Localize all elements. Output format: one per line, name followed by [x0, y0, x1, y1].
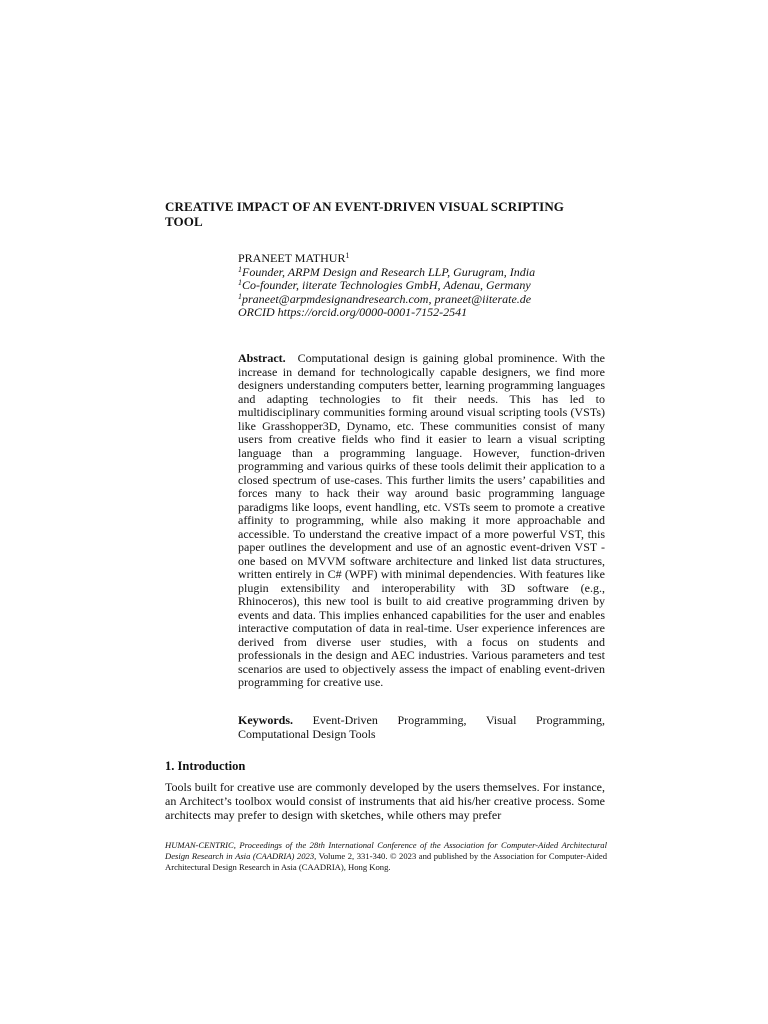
footer-publisher: , Volume 2, 331-340. © 2023 and published by the Association for Computer-Aided Architectural Design Research in Asia (CAADRIA), Hong Kong. [165, 851, 607, 872]
author-name-line [238, 252, 618, 266]
affiliation-2-text: Co-founder, iiterate Technologies GmbH, Adenau, Germany [242, 278, 531, 292]
keywords-text: Event-Driven Programming, Visual Programming, Computational Design Tools [238, 713, 605, 741]
author-block [238, 252, 618, 320]
abstract-label: Abstract. [238, 351, 286, 365]
keywords [238, 714, 605, 741]
abstract-text: Computational design is gaining global prominence. With the increase in demand for technologically capable designers, we find more designers understanding computers better, learning programming languages and adapting technologies to fit their needs. This has led to multidisciplinary communities forming around visual scripting tools (VSTs) like Grasshopper3D, Dynamo, etc. These communities consist of many users from creative fields who find it easier to learn a visual scripting language than a programming language. However, function-driven programming and various quirks of these tools delimit their application to a closed spectrum of use-cases. This further limits the users’ capabilities and forces many to hack their way around basic programming language paradigms like loops, event handling, etc. VSTs seem to promote a creative affinity to programming, while also making it more approachable and accessible. To understand the creative impact of a more powerful VST, this paper outlines the development and use of an agnostic event-driven VST - one based on MVVM software architecture and linked list data structures, written entirely in C# (WPF) with minimal dependencies. With features like plugin extensibility and interoperability with 3D software (e.g., Rhinoceros), this new tool is built to aid creative programming driven by events and data. This implies enhanced capabilities for the user and enables interactive computation of data in real-time. User experience inferences are derived from diverse user studies, with a focus on students and professionals in the design and AEC industries. Various parameters and test scenarios are used to objectively assess the impact of enabling event-driven programming for creative use. [238, 351, 605, 689]
affiliation-2-sup: 1 [238, 278, 242, 287]
footer-proceedings: HUMAN-CENTRIC, Proceedings of the 28th International Conference of the Association for Computer-Aided Architectural Design Research in Asia (CAADRIA) 2023 [165, 840, 607, 861]
emails-text[interactable]: praneet@arpmdesignandresearch.com, praneet@iiterate.de [242, 291, 532, 306]
author-name: PRANEET MATHUR [238, 251, 346, 265]
author-name-sup: 1 [345, 251, 350, 260]
author-emails [238, 293, 618, 307]
affiliation-1-sup: 1 [238, 264, 242, 274]
paper-title: CREATIVE IMPACT OF AN EVENT-DRIVEN VISUAL SCRIPTING TOOL [165, 199, 565, 229]
affiliation-2 [238, 279, 618, 293]
introduction-text: Tools built for creative use are commonly developed by the users themselves. For instance, an Architect’s toolbox would consist of instruments that aid his/her creative process. Some architects may prefer to design with sketches, while others may prefer [165, 780, 605, 822]
emails-sup: 1 [238, 291, 242, 301]
affiliation-1-text: Founder, ARPM Design and Research LLP, Gurugram, India [242, 264, 536, 279]
section-heading-introduction: 1. Introduction [165, 759, 246, 773]
abstract [238, 352, 605, 690]
author-orcid[interactable]: ORCID https://orcid.org/0000-0001-7152-2541 [238, 305, 468, 319]
keywords-label: Keywords. [238, 713, 293, 727]
affiliation-1 [238, 266, 618, 280]
conference-footer [165, 840, 607, 873]
